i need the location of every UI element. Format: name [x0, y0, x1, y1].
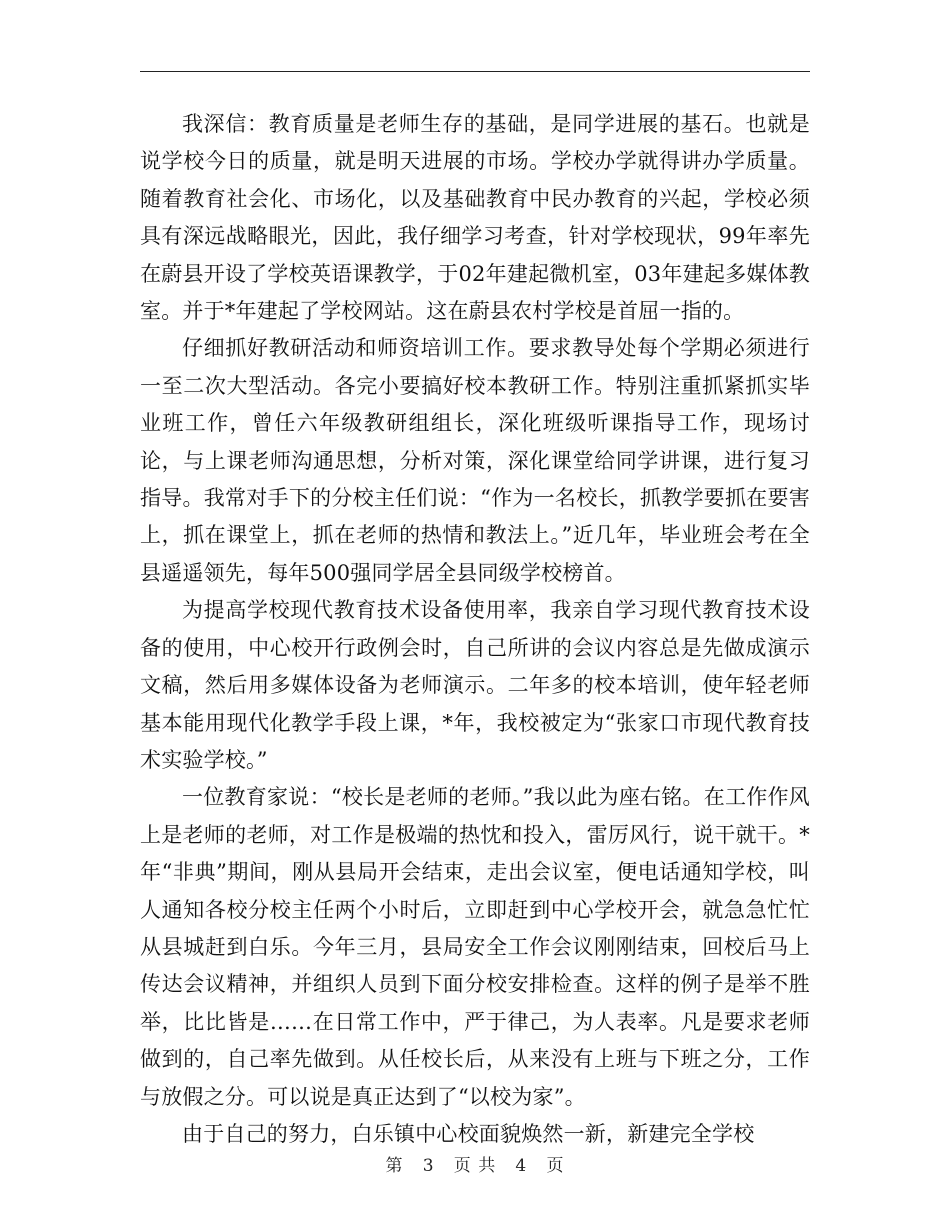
- paragraph-2: 仔细抓好教研活动和师资培训工作。要求教导处每个学期必须进行一至二次大型活动。各完小要搞好校本教研工作。特别注重抓紧抓实毕业班工作，曾任六年级教研组组长，深化班级听课指导工作，现场讨论，与上课老师沟通思想，分析对策，深化课堂给同学讲课，进行复习指导。我常对手下的分校主任们说：“作为一名校长，抓教学要抓在要害上，抓在课堂上，抓在老师的热情和教法上。”近几年，毕业班会考在全县遥遥领先，每年500强同学居全县同级学校榜首。: [140, 336, 810, 585]
- body-text: [140, 106, 810, 1153]
- footer-current-page: 3: [422, 1156, 435, 1176]
- paragraph-1: 我深信：教育质量是老师生存的基础，是同学进展的基石。也就是说学校今日的质量，就是明天进展的市场。学校办学就得讲办学质量。随着教育社会化、市场化，以及基础教育中民办教育的兴起，学校必须具有深远战略眼光，因此，我仔细学习考查，针对学校现状，99年率先在蔚县开设了学校英语课教学，于02年建起微机室，03年建起多媒体教室。并于*年建起了学校网站。这在蔚县农村学校是首屈一指的。: [140, 112, 810, 324]
- page-footer: [0, 1154, 950, 1178]
- paragraph-5: 由于自己的努力，白乐镇中心校面貌焕然一新，新建完全学校: [182, 1121, 755, 1146]
- footer-total-pages: 4: [515, 1156, 528, 1176]
- footer-prefix: 第: [385, 1156, 404, 1176]
- footer-middle: 页 共: [453, 1156, 497, 1176]
- footer-suffix: 页: [546, 1156, 565, 1176]
- paragraph-3: 为提高学校现代教育技术设备使用率，我亲自学习现代教育技术设备的使用，中心校开行政例会时，自己所讲的会议内容总是先做成演示文稿，然后用多媒体设备为老师演示。二年多的校本培训，使年轻老师基本能用现代化教学手段上课，*年，我校被定为“张家口市现代教育技术实验学校。”: [140, 598, 810, 772]
- header-rule: [140, 71, 810, 72]
- paragraph-4: 一位教育家说：“校长是老师的老师。”我以此为座右铭。在工作作风上是老师的老师，对工作是极端的热忱和投入，雷厉风行，说干就干。*年“非典”期间，刚从县局开会结束，走出会议室，便电话通知学校，叫人通知各校分校主任两个小时后，立即赶到中心学校开会，就急急忙忙从县城赶到白乐。今年三月，县局安全工作会议刚刚结束，回校后马上传达会议精神，并组织人员到下面分校安排检查。这样的例子是举不胜举，比比皆是……在日常工作中，严于律己，为人表率。凡是要求老师做到的，自己率先做到。从任校长后，从来没有上班与下班之分，工作与放假之分。可以说是真正达到了“以校为家”。: [140, 785, 810, 1109]
